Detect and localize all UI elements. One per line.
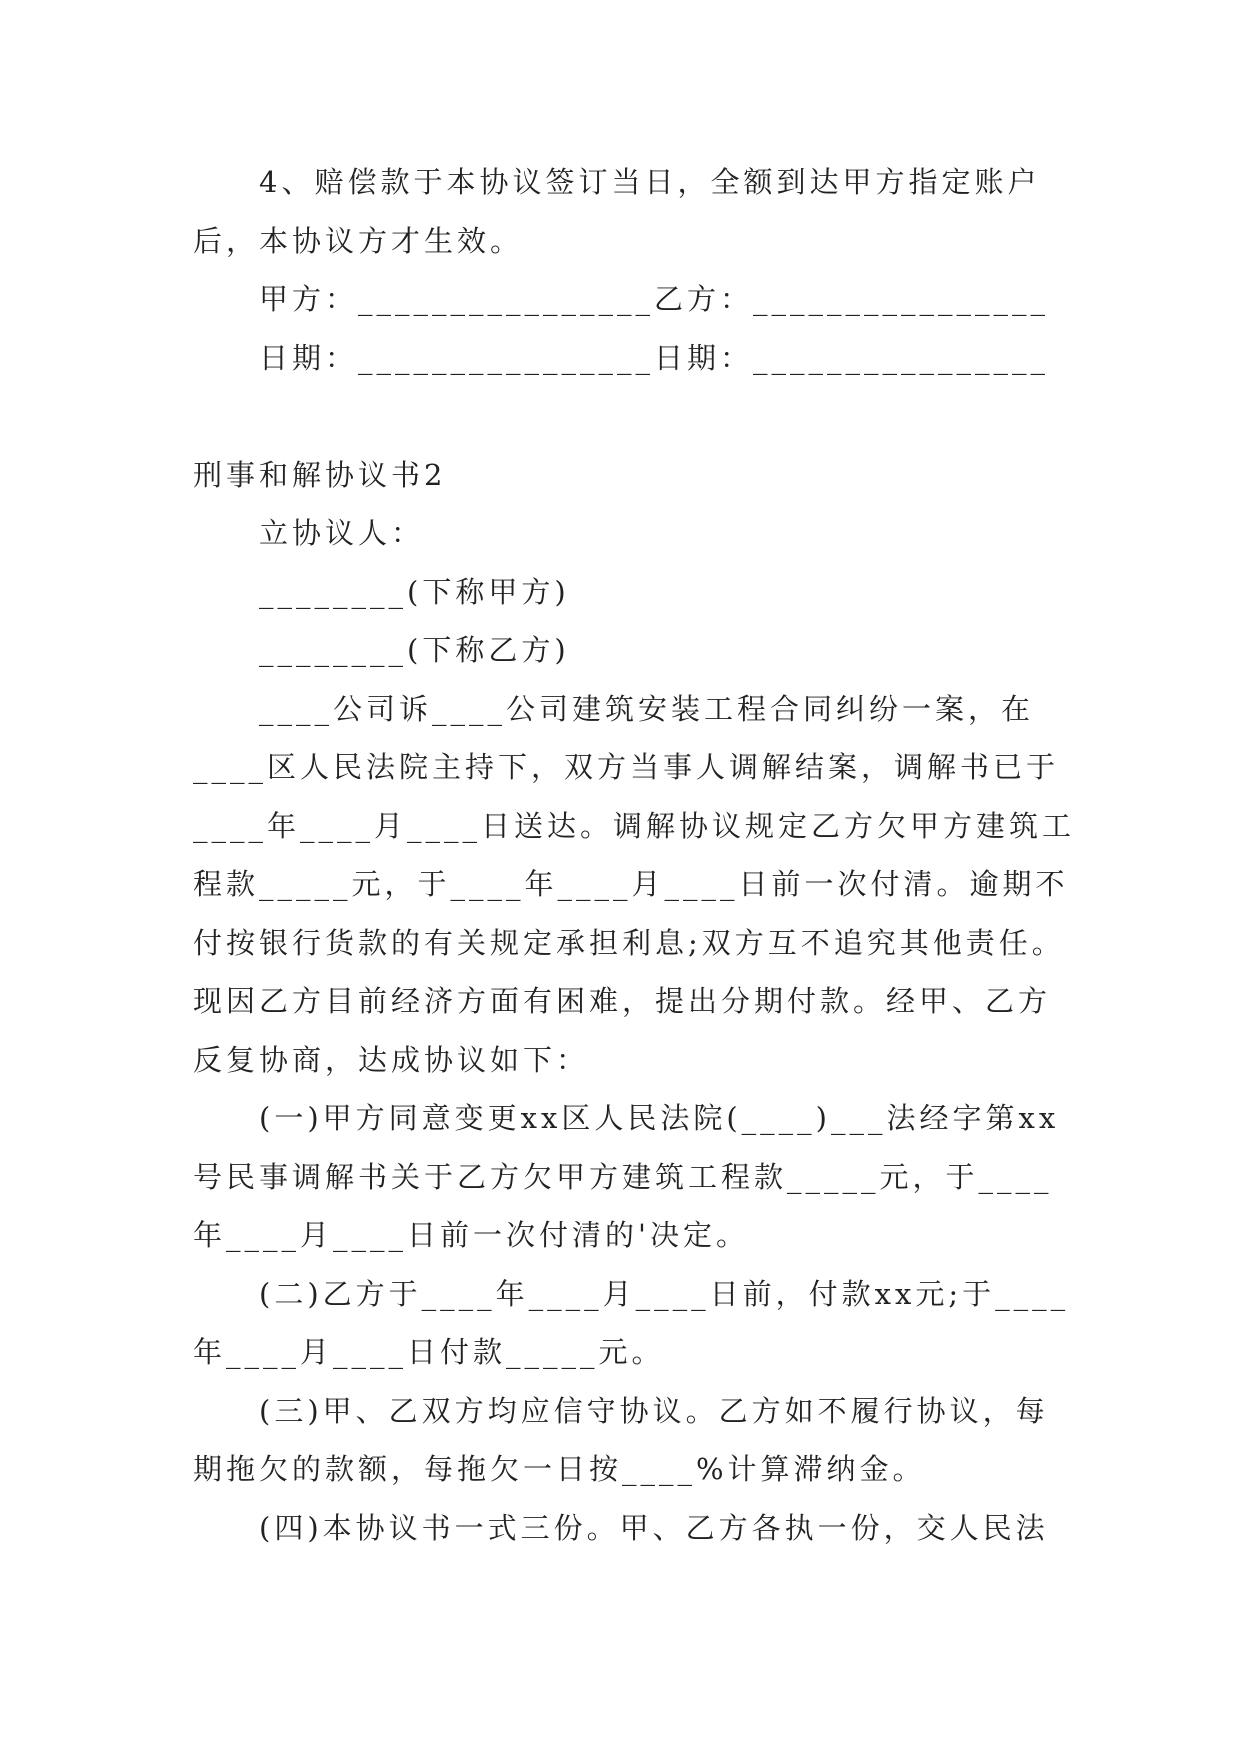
- party-a-signature-field: 甲方：________________: [259, 282, 655, 316]
- recital-line-7: 反复协商，达成协议如下：: [193, 1042, 590, 1077]
- term-3-line-1: (三)甲、乙双方均应信守协议。乙方如不履行协议，每: [259, 1393, 1049, 1428]
- term-4-line-1: (四)本协议书一式三份。甲、乙方各执一份，交人民法: [259, 1510, 1049, 1545]
- term-2-line-2: 年____月____日付款_____元。: [193, 1335, 665, 1369]
- recital-line-3: ____年____月____日送达。调解协议规定乙方欠甲方建筑工: [193, 808, 1076, 843]
- signature-row-dates: [193, 329, 1073, 388]
- party-b-signature-field: 乙方：________________: [654, 282, 1050, 316]
- term-1-line-1: (一)甲方同意变更xx区人民法院(____)___法经字第xx: [259, 1101, 1060, 1135]
- term-2-line-1: (二)乙方于____年____月____日前，付款xx元;于____: [259, 1276, 1070, 1311]
- party-a-date-field: 日期：________________: [259, 340, 655, 375]
- recital-line-4: 程款_____元，于____年____月____日前一次付清。逾期不: [193, 867, 1069, 901]
- signature-row-parties: [193, 270, 1073, 329]
- party-a-line: ________(下称甲方): [259, 574, 570, 609]
- term-3-line-2: 期拖欠的款额，每拖欠一日按____%计算滞纳金。: [193, 1452, 926, 1486]
- term-1-line-2: 号民事调解书关于乙方欠甲方建筑工程款_____元，于____: [193, 1159, 1053, 1194]
- agreement-title: 刑事和解协议书2: [193, 457, 447, 492]
- recital-line-2: ____区人民法院主持下，双方当事人调解结案，调解书已于: [193, 750, 1060, 784]
- recital-line-6: 现因乙方目前经济方面有困难，提出分期付款。经甲、乙方: [193, 984, 1052, 1018]
- recital-line-1: ____公司诉____公司建筑安装工程合同纠纷一案，在: [259, 691, 1035, 726]
- clause-4-line-2: 后，本协议方才生效。: [193, 223, 524, 258]
- blank-line: [193, 387, 1073, 446]
- party-b-line: ________(下称乙方): [259, 633, 570, 667]
- term-1-line-3: 年____月____日前一次付清的'决定。: [193, 1218, 749, 1252]
- document-page: [193, 153, 1076, 1557]
- clause-4-line-1: 4、赔偿款于本协议签订当日，全额到达甲方指定账户: [259, 165, 1041, 199]
- party-b-date-field: 日期：________________: [654, 340, 1050, 375]
- recital-line-5: 付按银行货款的有关规定承担利息;双方互不追究其他责任。: [193, 925, 1065, 960]
- parties-heading: 立协议人：: [259, 516, 425, 550]
